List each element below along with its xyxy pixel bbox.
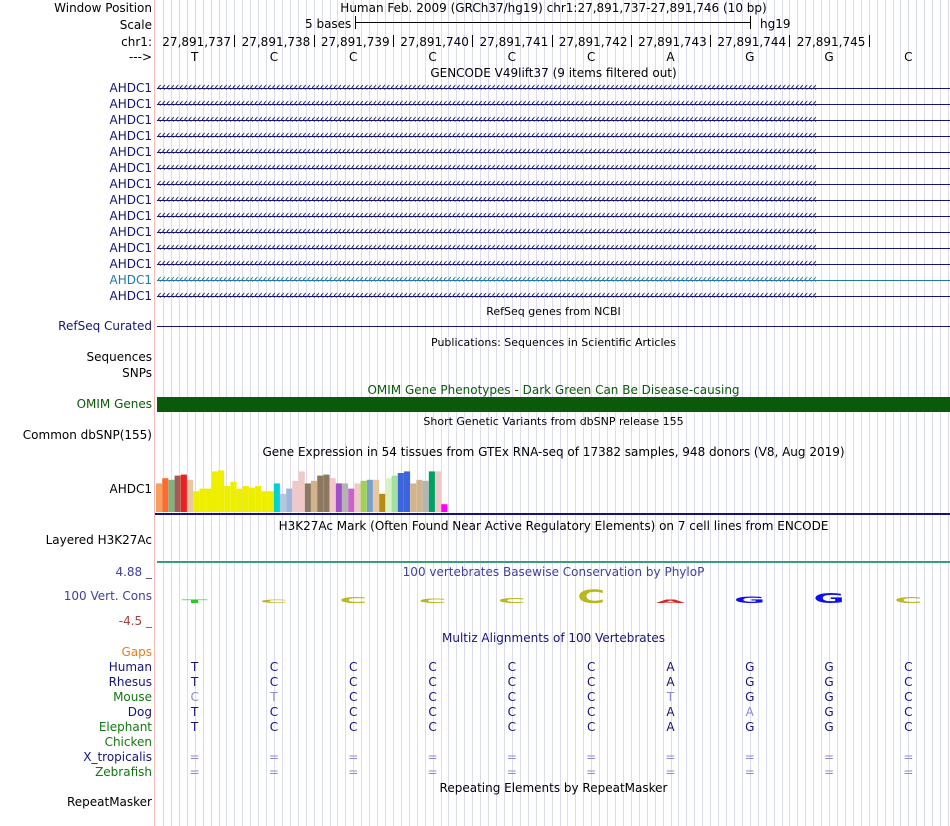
gtex-bar[interactable] — [410, 483, 416, 512]
alignment-base: C — [349, 720, 358, 734]
alignment-base: G — [824, 660, 834, 674]
base-letter: C — [428, 50, 437, 64]
alignment-base: G — [824, 720, 834, 734]
alignment-base: = — [348, 765, 359, 779]
coord-label: 27,891,744 — [717, 35, 787, 49]
h3k27ac-label[interactable]: Layered H3K27Ac — [45, 533, 152, 547]
coord-label: 27,891,737 — [162, 35, 232, 49]
alignment-base: T — [190, 720, 199, 734]
alignment-base: G — [824, 690, 834, 704]
alignment-base: C — [269, 660, 279, 674]
gtex-bar[interactable] — [416, 480, 422, 512]
strand-label: ---> — [128, 50, 152, 64]
alignment-base: = — [427, 765, 438, 779]
gtex-bar[interactable] — [206, 489, 212, 512]
gencode-label[interactable]: AHDC1 — [109, 129, 152, 143]
gtex-bar[interactable] — [292, 481, 298, 512]
alignment-base: C — [269, 675, 279, 689]
phylop-label[interactable]: 100 Vert. Cons — [63, 589, 152, 603]
publications-snps-label[interactable]: SNPs — [122, 366, 152, 380]
gencode-label[interactable]: AHDC1 — [109, 241, 152, 255]
base-letter: C — [507, 50, 517, 64]
gtex-bar[interactable] — [286, 489, 292, 512]
gencode-strand-arrows: ‹‹‹‹‹‹‹‹‹‹‹‹‹‹‹‹‹‹‹‹‹‹‹‹‹‹‹‹‹‹‹‹‹‹‹‹‹‹‹‹‹‹‹‹‹‹‹‹‹‹‹‹‹‹‹‹‹‹‹‹‹‹‹‹‹‹‹‹‹‹‹‹‹‹‹‹‹‹‹‹‹‹‹‹‹‹‹‹‹‹‹‹‹‹‹‹‹‹‹‹‹‹‹‹‹‹‹‹‹‹‹‹‹‹‹‹‹‹‹‹‹‹‹‹‹‹‹‹‹‹‹‹‹‹‹‹‹‹‹‹‹‹‹‹‹‹‹‹‹‹ — [157, 144, 817, 158]
alignment-base: C — [904, 720, 913, 734]
coord-tick — [393, 35, 394, 47]
alignment-base: A — [745, 705, 754, 719]
gtex-bar[interactable] — [280, 494, 286, 512]
base-letter: T — [190, 50, 199, 64]
gtex-bar[interactable] — [336, 483, 342, 512]
alignment-base: = — [665, 750, 676, 764]
coord-tick — [234, 35, 235, 47]
gencode-strand-arrows: ‹‹‹‹‹‹‹‹‹‹‹‹‹‹‹‹‹‹‹‹‹‹‹‹‹‹‹‹‹‹‹‹‹‹‹‹‹‹‹‹‹‹‹‹‹‹‹‹‹‹‹‹‹‹‹‹‹‹‹‹‹‹‹‹‹‹‹‹‹‹‹‹‹‹‹‹‹‹‹‹‹‹‹‹‹‹‹‹‹‹‹‹‹‹‹‹‹‹‹‹‹‹‹‹‹‹‹‹‹‹‹‹‹‹‹‹‹‹‹‹‹‹‹‹‹‹‹‹‹‹‹‹‹‹‹‹‹‹‹‹‹‹‹‹‹‹‹‹‹‹ — [157, 288, 817, 302]
species-label[interactable]: Mouse — [113, 690, 152, 704]
repeatmasker-label[interactable]: RepeatMasker — [66, 795, 152, 809]
alignment-base: = — [348, 750, 359, 764]
species-label[interactable]: Human — [108, 660, 152, 674]
gencode-title: GENCODE V49lift37 (9 items filtered out) — [430, 66, 677, 80]
phylop-glyph[interactable]: T — [181, 599, 208, 605]
position-title: Human Feb. 2009 (GRCh37/hg19) chr1:27,891,737-27,891,746 (10 bp) — [340, 1, 767, 15]
gtex-bar[interactable] — [224, 486, 230, 512]
gencode-label[interactable]: AHDC1 — [109, 225, 152, 239]
gtex-bar[interactable] — [385, 478, 391, 512]
alignment-base: C — [349, 705, 358, 719]
phylop-glyph[interactable]: C — [894, 596, 923, 606]
alignment-base: = — [824, 750, 835, 764]
alignment-base: C — [904, 660, 913, 674]
alignment-base: C — [428, 720, 437, 734]
species-label[interactable]: Zebrafish — [95, 765, 152, 779]
gtex-bar[interactable] — [404, 471, 410, 512]
phylop-glyph[interactable]: A — [655, 599, 686, 605]
alignment-base: C — [507, 705, 517, 719]
phylop-glyph[interactable]: G — [734, 594, 766, 606]
alignment-base: = — [189, 750, 200, 764]
gencode-strand-arrows: ‹‹‹‹‹‹‹‹‹‹‹‹‹‹‹‹‹‹‹‹‹‹‹‹‹‹‹‹‹‹‹‹‹‹‹‹‹‹‹‹‹‹‹‹‹‹‹‹‹‹‹‹‹‹‹‹‹‹‹‹‹‹‹‹‹‹‹‹‹‹‹‹‹‹‹‹‹‹‹‹‹‹‹‹‹‹‹‹‹‹‹‹‹‹‹‹‹‹‹‹‹‹‹‹‹‹‹‹‹‹‹‹‹‹‹‹‹‹‹‹‹‹‹‹‹‹‹‹‹‹‹‹‹‹‹‹‹‹‹‹‹‹‹‹‹‹‹‹‹‹ — [157, 128, 817, 142]
alignment-base: G — [745, 660, 755, 674]
gtex-chart[interactable] — [155, 459, 950, 516]
gtex-bar[interactable] — [181, 475, 187, 512]
gtex-bar[interactable] — [354, 483, 360, 512]
gtex-bar[interactable] — [429, 471, 435, 512]
alignment-base: G — [745, 720, 755, 734]
gencode-strand-arrows: ‹‹‹‹‹‹‹‹‹‹‹‹‹‹‹‹‹‹‹‹‹‹‹‹‹‹‹‹‹‹‹‹‹‹‹‹‹‹‹‹‹‹‹‹‹‹‹‹‹‹‹‹‹‹‹‹‹‹‹‹‹‹‹‹‹‹‹‹‹‹‹‹‹‹‹‹‹‹‹‹‹‹‹‹‹‹‹‹‹‹‹‹‹‹‹‹‹‹‹‹‹‹‹‹‹‹‹‹‹‹‹‹‹‹‹‹‹‹‹‹‹‹‹‹‹‹‹‹‹‹‹‹‹‹‹‹‹‹‹‹‹‹‹‹‹‹‹‹‹‹ — [157, 160, 817, 174]
gencode-strand-arrows: ‹‹‹‹‹‹‹‹‹‹‹‹‹‹‹‹‹‹‹‹‹‹‹‹‹‹‹‹‹‹‹‹‹‹‹‹‹‹‹‹‹‹‹‹‹‹‹‹‹‹‹‹‹‹‹‹‹‹‹‹‹‹‹‹‹‹‹‹‹‹‹‹‹‹‹‹‹‹‹‹‹‹‹‹‹‹‹‹‹‹‹‹‹‹‹‹‹‹‹‹‹‹‹‹‹‹‹‹‹‹‹‹‹‹‹‹‹‹‹‹‹‹‹‹‹‹‹‹‹‹‹‹‹‹‹‹‹‹‹‹‹‹‹‹‹‹‹‹‹‹ — [157, 80, 817, 94]
gtex-bar[interactable] — [423, 481, 429, 512]
alignment-base: C — [349, 660, 358, 674]
gtex-bar[interactable] — [323, 475, 329, 512]
coord-label: 27,891,739 — [320, 35, 390, 49]
base-letter: C — [269, 50, 279, 64]
phylop-glyph[interactable]: C — [497, 596, 526, 605]
coord-label: 27,891,742 — [558, 35, 628, 49]
alignment-base: = — [744, 765, 755, 779]
alignment-base: C — [428, 705, 437, 719]
coord-tick — [789, 35, 790, 47]
gtex-bar[interactable] — [230, 482, 236, 512]
gencode-label[interactable]: AHDC1 — [109, 97, 152, 111]
publications-title: Publications: Sequences in Scientific Articles — [431, 336, 676, 349]
h3k27ac-signal[interactable] — [157, 561, 950, 563]
gtex-bar[interactable] — [162, 478, 168, 512]
gtex-bar[interactable] — [243, 486, 249, 512]
coord-tick — [710, 35, 711, 47]
species-label[interactable]: Dog — [127, 705, 152, 719]
chrom-label: chr1: — [121, 35, 152, 49]
coord-tick — [314, 35, 315, 47]
species-label[interactable]: X_tropicalis — [83, 750, 152, 764]
gencode-strand-arrows: ‹‹‹‹‹‹‹‹‹‹‹‹‹‹‹‹‹‹‹‹‹‹‹‹‹‹‹‹‹‹‹‹‹‹‹‹‹‹‹‹‹‹‹‹‹‹‹‹‹‹‹‹‹‹‹‹‹‹‹‹‹‹‹‹‹‹‹‹‹‹‹‹‹‹‹‹‹‹‹‹‹‹‹‹‹‹‹‹‹‹‹‹‹‹‹‹‹‹‹‹‹‹‹‹‹‹‹‹‹‹‹‹‹‹‹‹‹‹‹‹‹‹‹‹‹‹‹‹‹‹‹‹‹‹‹‹‹‹‹‹‹‹‹‹‹‹‹‹‹‹ — [157, 112, 817, 126]
gtex-bar[interactable] — [392, 476, 398, 512]
alignment-base: = — [903, 765, 914, 779]
gencode-label[interactable]: AHDC1 — [109, 209, 152, 223]
alignment-base: C — [507, 675, 517, 689]
gencode-strand-arrows: ‹‹‹‹‹‹‹‹‹‹‹‹‹‹‹‹‹‹‹‹‹‹‹‹‹‹‹‹‹‹‹‹‹‹‹‹‹‹‹‹‹‹‹‹‹‹‹‹‹‹‹‹‹‹‹‹‹‹‹‹‹‹‹‹‹‹‹‹‹‹‹‹‹‹‹‹‹‹‹‹‹‹‹‹‹‹‹‹‹‹‹‹‹‹‹‹‹‹‹‹‹‹‹‹‹‹‹‹‹‹‹‹‹‹‹‹‹‹‹‹‹‹‹‹‹‹‹‹‹‹‹‹‹‹‹‹‹‹‹‹‹‹‹‹‹‹‹‹‹‹ — [157, 272, 817, 286]
alignment-base: = — [903, 750, 914, 764]
alignment-base: A — [666, 675, 675, 689]
alignment-base: C — [269, 720, 279, 734]
gencode-label[interactable]: AHDC1 — [109, 257, 152, 271]
refseq-label[interactable]: RefSeq Curated — [58, 319, 152, 333]
alignment-base: = — [427, 750, 438, 764]
alignment-base: C — [904, 705, 913, 719]
phylop-max-label: 4.88 _ — [115, 565, 152, 579]
gtex-bar[interactable] — [435, 471, 441, 512]
alignment-base: = — [268, 750, 279, 764]
alignment-base: = — [268, 765, 279, 779]
gtex-bar[interactable] — [317, 476, 323, 512]
alignment-base: C — [586, 660, 596, 674]
phylop-min-label: -4.5 _ — [118, 614, 152, 628]
gtex-bar[interactable] — [268, 491, 274, 512]
alignment-base: C — [507, 660, 517, 674]
base-letter: G — [745, 50, 755, 64]
alignment-base: = — [824, 765, 835, 779]
gencode-strand-arrows: ‹‹‹‹‹‹‹‹‹‹‹‹‹‹‹‹‹‹‹‹‹‹‹‹‹‹‹‹‹‹‹‹‹‹‹‹‹‹‹‹‹‹‹‹‹‹‹‹‹‹‹‹‹‹‹‹‹‹‹‹‹‹‹‹‹‹‹‹‹‹‹‹‹‹‹‹‹‹‹‹‹‹‹‹‹‹‹‹‹‹‹‹‹‹‹‹‹‹‹‹‹‹‹‹‹‹‹‹‹‹‹‹‹‹‹‹‹‹‹‹‹‹‹‹‹‹‹‹‹‹‹‹‹‹‹‹‹‹‹‹‹‹‹‹‹‹‹‹‹‹ — [157, 176, 817, 190]
alignment-base: C — [428, 675, 437, 689]
scale-label: Scale — [119, 18, 152, 32]
gtex-label[interactable]: AHDC1 — [109, 482, 152, 496]
species-label[interactable]: Elephant — [98, 720, 152, 734]
omim-title: OMIM Gene Phenotypes - Dark Green Can Be Disease-causing — [367, 383, 740, 397]
gtex-bar[interactable] — [156, 483, 162, 512]
alignment-base: C — [586, 705, 596, 719]
multiz-title: Multiz Alignments of 100 Vertebrates — [441, 631, 666, 645]
phylop-glyph[interactable]: C — [339, 596, 368, 606]
gtex-bar[interactable] — [367, 480, 373, 512]
phylop-glyph[interactable]: C — [260, 599, 288, 605]
scale-text: 5 bases — [305, 17, 352, 31]
gtex-bar[interactable] — [218, 470, 224, 512]
alignment-base: C — [904, 675, 913, 689]
alignment-base: = — [506, 765, 517, 779]
repeatmasker-title: Repeating Elements by RepeatMasker — [439, 781, 668, 795]
gtex-bar[interactable] — [187, 480, 193, 512]
gencode-label[interactable]: AHDC1 — [109, 193, 152, 207]
coord-label: 27,891,741 — [479, 35, 549, 49]
alignment-base: T — [270, 690, 278, 704]
gtex-bar[interactable] — [249, 488, 255, 512]
alignment-base: T — [190, 705, 199, 719]
alignment-base: C — [349, 690, 358, 704]
gtex-bar[interactable] — [212, 471, 218, 512]
dbsnp-title: Short Genetic Variants from dbSNP release 155 — [423, 415, 684, 428]
alignment-base: = — [586, 750, 597, 764]
coord-label: 27,891,745 — [796, 35, 866, 49]
coord-label: 27,891,740 — [400, 35, 469, 49]
gtex-bar[interactable] — [379, 494, 385, 512]
gtex-bar[interactable] — [348, 489, 354, 512]
gtex-bar[interactable] — [175, 476, 181, 512]
gencode-label[interactable]: AHDC1 — [109, 289, 152, 303]
alignment-base: = — [506, 750, 517, 764]
gencode-label[interactable]: AHDC1 — [109, 81, 152, 95]
gencode-strand-arrows: ‹‹‹‹‹‹‹‹‹‹‹‹‹‹‹‹‹‹‹‹‹‹‹‹‹‹‹‹‹‹‹‹‹‹‹‹‹‹‹‹‹‹‹‹‹‹‹‹‹‹‹‹‹‹‹‹‹‹‹‹‹‹‹‹‹‹‹‹‹‹‹‹‹‹‹‹‹‹‹‹‹‹‹‹‹‹‹‹‹‹‹‹‹‹‹‹‹‹‹‹‹‹‹‹‹‹‹‹‹‹‹‹‹‹‹‹‹‹‹‹‹‹‹‹‹‹‹‹‹‹‹‹‹‹‹‹‹‹‹‹‹‹‹‹‹‹‹‹‹‹ — [157, 224, 817, 238]
alignment-base: A — [666, 705, 675, 719]
gencode-label[interactable]: AHDC1 — [109, 145, 152, 159]
label-divider — [154, 0, 155, 826]
coord-tick — [552, 35, 553, 47]
gtex-bar[interactable] — [398, 473, 404, 512]
gencode-strand-arrows: ‹‹‹‹‹‹‹‹‹‹‹‹‹‹‹‹‹‹‹‹‹‹‹‹‹‹‹‹‹‹‹‹‹‹‹‹‹‹‹‹‹‹‹‹‹‹‹‹‹‹‹‹‹‹‹‹‹‹‹‹‹‹‹‹‹‹‹‹‹‹‹‹‹‹‹‹‹‹‹‹‹‹‹‹‹‹‹‹‹‹‹‹‹‹‹‹‹‹‹‹‹‹‹‹‹‹‹‹‹‹‹‹‹‹‹‹‹‹‹‹‹‹‹‹‹‹‹‹‹‹‹‹‹‹‹‹‹‹‹‹‹‹‹‹‹‹‹‹‹‹ — [157, 208, 817, 222]
gtex-bar[interactable] — [237, 489, 243, 512]
scale-bar — [355, 22, 751, 23]
gtex-bar[interactable] — [168, 480, 174, 512]
species-label[interactable]: Chicken — [104, 735, 152, 749]
gtex-bar[interactable] — [441, 504, 447, 512]
gtex-bar[interactable] — [361, 481, 367, 512]
alignment-base: C — [349, 675, 358, 689]
gtex-bar[interactable] — [199, 489, 205, 512]
alignment-base: G — [745, 690, 755, 704]
phylop-glyph[interactable]: C — [577, 585, 606, 609]
alignment-base: C — [904, 690, 913, 704]
alignment-base: C — [586, 690, 596, 704]
gtex-bar[interactable] — [261, 491, 267, 512]
coord-tick — [869, 35, 870, 47]
coord-tick — [472, 35, 473, 47]
gencode-strand-arrows: ‹‹‹‹‹‹‹‹‹‹‹‹‹‹‹‹‹‹‹‹‹‹‹‹‹‹‹‹‹‹‹‹‹‹‹‹‹‹‹‹‹‹‹‹‹‹‹‹‹‹‹‹‹‹‹‹‹‹‹‹‹‹‹‹‹‹‹‹‹‹‹‹‹‹‹‹‹‹‹‹‹‹‹‹‹‹‹‹‹‹‹‹‹‹‹‹‹‹‹‹‹‹‹‹‹‹‹‹‹‹‹‹‹‹‹‹‹‹‹‹‹‹‹‹‹‹‹‹‹‹‹‹‹‹‹‹‹‹‹‹‹‹‹‹‹‹‹‹‹‹ — [157, 96, 817, 110]
omim-feature[interactable] — [157, 397, 950, 412]
dbsnp-label[interactable]: Common dbSNP(155) — [22, 428, 152, 442]
gtex-bar[interactable] — [255, 486, 261, 512]
alignment-base: T — [190, 660, 199, 674]
alignment-base: = — [665, 765, 676, 779]
gtex-bar[interactable] — [305, 483, 311, 512]
coord-label: 27,891,743 — [638, 35, 707, 49]
window-position-label: Window Position — [54, 1, 152, 15]
alignment-base: C — [507, 720, 517, 734]
omim-label[interactable]: OMIM Genes — [76, 397, 152, 411]
gencode-strand-arrows: ‹‹‹‹‹‹‹‹‹‹‹‹‹‹‹‹‹‹‹‹‹‹‹‹‹‹‹‹‹‹‹‹‹‹‹‹‹‹‹‹‹‹‹‹‹‹‹‹‹‹‹‹‹‹‹‹‹‹‹‹‹‹‹‹‹‹‹‹‹‹‹‹‹‹‹‹‹‹‹‹‹‹‹‹‹‹‹‹‹‹‹‹‹‹‹‹‹‹‹‹‹‹‹‹‹‹‹‹‹‹‹‹‹‹‹‹‹‹‹‹‹‹‹‹‹‹‹‹‹‹‹‹‹‹‹‹‹‹‹‹‹‹‹‹‹‹‹‹‹‹ — [157, 256, 817, 270]
gtex-bar[interactable] — [311, 481, 317, 512]
alignment-base: C — [190, 690, 199, 704]
species-label[interactable]: Rhesus — [108, 675, 152, 689]
gaps-label: Gaps — [121, 645, 152, 659]
coord-tick — [631, 35, 632, 47]
alignment-base: G — [824, 705, 834, 719]
gencode-label[interactable]: AHDC1 — [109, 177, 152, 191]
gencode-label[interactable]: AHDC1 — [109, 161, 152, 175]
gtex-bar[interactable] — [342, 483, 348, 512]
alignment-base: A — [666, 660, 675, 674]
phylop-logo[interactable] — [155, 579, 950, 613]
phylop-glyph[interactable]: G — [813, 591, 845, 607]
gencode-strand-arrows: ‹‹‹‹‹‹‹‹‹‹‹‹‹‹‹‹‹‹‹‹‹‹‹‹‹‹‹‹‹‹‹‹‹‹‹‹‹‹‹‹‹‹‹‹‹‹‹‹‹‹‹‹‹‹‹‹‹‹‹‹‹‹‹‹‹‹‹‹‹‹‹‹‹‹‹‹‹‹‹‹‹‹‹‹‹‹‹‹‹‹‹‹‹‹‹‹‹‹‹‹‹‹‹‹‹‹‹‹‹‹‹‹‹‹‹‹‹‹‹‹‹‹‹‹‹‹‹‹‹‹‹‹‹‹‹‹‹‹‹‹‹‹‹‹‹‹‹‹‹‹ — [157, 192, 817, 206]
base-letter: C — [349, 50, 358, 64]
publications-sequences-label[interactable]: Sequences — [86, 350, 152, 364]
scale-bar-right-tick — [750, 16, 751, 29]
alignment-base: T — [666, 690, 675, 704]
phylop-glyph[interactable]: C — [418, 597, 447, 605]
alignment-base: C — [507, 690, 517, 704]
alignment-base: C — [586, 675, 596, 689]
alignment-base: C — [269, 705, 279, 719]
coord-label: 27,891,738 — [241, 35, 311, 49]
alignment-base: G — [745, 675, 755, 689]
gtex-bar[interactable] — [299, 471, 305, 512]
gencode-label[interactable]: AHDC1 — [109, 113, 152, 127]
gtex-bar[interactable] — [193, 491, 199, 512]
h3k27ac-title: H3K27Ac Mark (Often Found Near Active Regulatory Elements) on 7 cell lines from ENCODE — [278, 519, 829, 533]
assembly-label: hg19 — [760, 17, 791, 31]
base-letter: C — [904, 50, 913, 64]
base-letter: A — [666, 50, 675, 64]
refseq-feature[interactable] — [157, 326, 950, 327]
alignment-base: T — [190, 675, 199, 689]
gtex-bar[interactable] — [330, 478, 336, 512]
alignment-base: = — [586, 765, 597, 779]
phylop-title: 100 vertebrates Basewise Conservation by PhyloP — [402, 565, 705, 579]
gencode-label[interactable]: AHDC1 — [109, 273, 152, 287]
gtex-bar[interactable] — [274, 483, 280, 512]
gtex-baseline — [155, 513, 950, 515]
gtex-title: Gene Expression in 54 tissues from GTEx RNA-seq of 17382 samples, 948 donors (V8, Aug 2019) — [262, 445, 845, 459]
alignment-base: C — [428, 660, 437, 674]
gencode-strand-arrows: ‹‹‹‹‹‹‹‹‹‹‹‹‹‹‹‹‹‹‹‹‹‹‹‹‹‹‹‹‹‹‹‹‹‹‹‹‹‹‹‹‹‹‹‹‹‹‹‹‹‹‹‹‹‹‹‹‹‹‹‹‹‹‹‹‹‹‹‹‹‹‹‹‹‹‹‹‹‹‹‹‹‹‹‹‹‹‹‹‹‹‹‹‹‹‹‹‹‹‹‹‹‹‹‹‹‹‹‹‹‹‹‹‹‹‹‹‹‹‹‹‹‹‹‹‹‹‹‹‹‹‹‹‹‹‹‹‹‹‹‹‹‹‹‹‹‹‹‹‹‹ — [157, 240, 817, 254]
alignment-base: = — [744, 750, 755, 764]
base-letter: G — [824, 50, 834, 64]
gtex-bar[interactable] — [373, 480, 379, 512]
alignment-base: C — [586, 720, 596, 734]
alignment-base: = — [189, 765, 200, 779]
base-letter: C — [586, 50, 596, 64]
alignment-base: G — [824, 675, 834, 689]
refseq-title: RefSeq genes from NCBI — [486, 305, 621, 318]
alignment-base: A — [666, 720, 675, 734]
alignment-base: C — [428, 690, 437, 704]
